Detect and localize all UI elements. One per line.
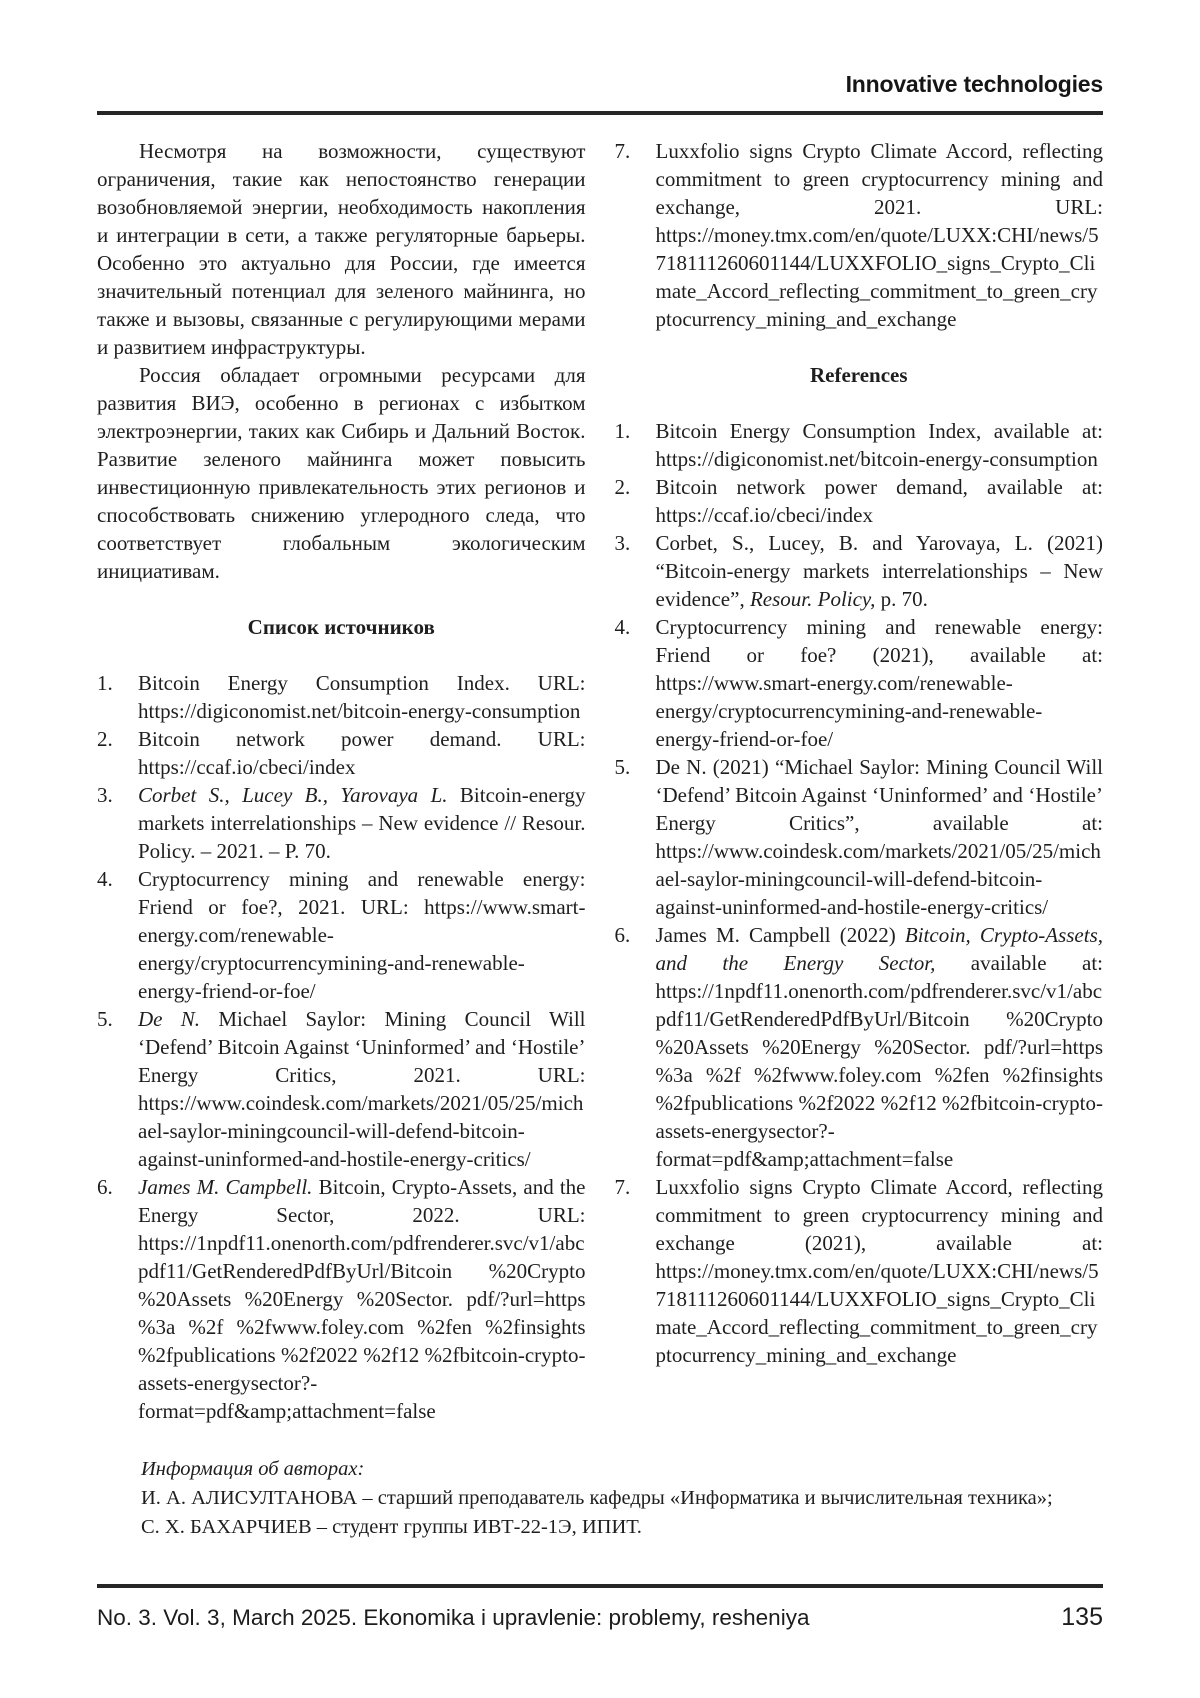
footer-rule [97, 1584, 1103, 1588]
reference-item [615, 613, 1104, 753]
reference-item [615, 137, 1104, 333]
reference-text: Bitcoin network power demand, available at: https://ccaf.io/cbeci/index [655, 475, 1103, 527]
reference-number: 3. [614, 531, 631, 555]
reference-number: 4. [614, 615, 631, 639]
reference-item [97, 1005, 586, 1173]
reference-number: 6. [614, 923, 631, 947]
page-header-title: Innovative technologies [845, 71, 1103, 97]
reference-number: 1. [614, 419, 631, 443]
reference-item [615, 529, 1104, 613]
english-references-heading: References [809, 363, 908, 387]
footer-journal-info: No. 3. Vol. 3, March 2025. Ekonomika i upravlenie: problemy, resheniya [97, 1605, 810, 1630]
reference-number: 7. [614, 139, 631, 163]
reference-number: 2. [97, 727, 113, 751]
body-paragraph: Россия обладает огромными ресурсами для развития ВИЭ, особенно в регионах с избытком электроэнергии, таких как Сибирь и Дальний Восток. Развитие зеленого майнинга может повысить инвестиционную привлекательность этих регионов и способствовать снижению углеродного следа, что соответствует глобальным экологическим инициативам. [97, 363, 586, 583]
reference-number: 4. [97, 867, 113, 891]
reference-text: Bitcoin Energy Consumption Index. URL: https://digiconomist.net/bitcoin-energy-consumption [138, 671, 586, 723]
reference-text: Luxxfolio signs Crypto Climate Accord, reflecting commitment to green cryptocurrency mining and exchange (2021), available at: https://money.tmx.com/en/quote/LUXX:CHI/news/5718111260601144/LUXXFOLIO_signs_Crypto_Climate_Accord_reflecting_commitment_to_green_cryptocurrency_mining_and_exchange [655, 1175, 1103, 1367]
reference-text: James M. Campbell. Bitcoin, Crypto-Assets, and the Energy Sector, 2022. URL: https://1npdf11.onenorth.com/pdfrenderer.svc/v1/abcpdf11/GetRenderedPdfByUrl/Bitcoin %20Crypto %20Assets %20Energy %20Sector. pdf/?url=https %3a %2f %2fwww.foley.com %2fen %2finsights %2fpublications %2f2022 %2f12 %2fbitcoin-crypto-assets-energysector?- format=pdf&amp;attachment=false [138, 1175, 586, 1423]
reference-text: Cryptocurrency mining and renewable energy: Friend or foe?, 2021. URL: https://www.smart-energy.com/renewable-energy/cryptocurrencymining-and-renewable-energy-friend-or-foe/ [138, 867, 586, 1003]
reference-number: 2. [614, 475, 631, 499]
reference-number: 1. [97, 671, 113, 695]
page-footer [97, 1571, 1103, 1632]
body-paragraph: Несмотря на возможности, существуют ограничения, такие как непостоянство генерации возобновляемой энергии, необходимость накопления и интеграции в сети, а также регуляторные барьеры. Особенно это актуально для России, где имеется значительный потенциал для зеленого майнинга, но также и вызовы, связанные с регулирующими мерами и развитием инфраструктуры. [97, 139, 586, 359]
reference-item [615, 1173, 1104, 1369]
reference-item [615, 417, 1104, 473]
reference-item [97, 865, 586, 1005]
reference-number: 5. [614, 755, 631, 779]
reference-item [97, 725, 586, 781]
reference-number: 7. [614, 1175, 631, 1199]
reference-text: Luxxfolio signs Crypto Climate Accord, reflecting commitment to green cryptocurrency mining and exchange, 2021. URL: https://money.tmx.com/en/quote/LUXX:CHI/news/5718111260601144/LUXXFOLIO_signs_Crypto_Climate_Accord_reflecting_commitment_to_green_cryptocurrency_mining_and_exchange [655, 139, 1103, 331]
reference-text: Corbet S., Lucey B., Yarovaya L. Bitcoin-energy markets interrelationships – New evidence // Resour. Policy. – 2021. – P. 70. [138, 783, 586, 863]
two-column-layout [97, 137, 1103, 1425]
russian-references-heading: Список источников [247, 615, 435, 639]
reference-number: 6. [97, 1175, 113, 1199]
reference-text: De N. (2021) “Michael Saylor: Mining Council Will ‘Defend’ Bitcoin Against ‘Uninformed’ and ‘Hostile’ Energy Critics”, available at: https://www.coindesk.com/markets/2021/05/25/michael-saylor-miningcouncil-will-defend-bitcoin-against-uninformed-and-hostile-energy-critics/ [655, 755, 1103, 919]
reference-text: Bitcoin network power demand. URL: https://ccaf.io/cbeci/index [138, 727, 586, 779]
reference-text: De N. Michael Saylor: Mining Council Will ‘Defend’ Bitcoin Against ‘Uninformed’ and ‘Hostile’ Energy Critics, 2021. URL: https://www.coindesk.com/markets/2021/05/25/michael-saylor-miningcouncil-will-defend-bitcoin-against-uninformed-and-hostile-energy-critics/ [138, 1007, 586, 1171]
reference-item [97, 669, 586, 725]
header-rule [97, 111, 1103, 115]
reference-text: Cryptocurrency mining and renewable energy: Friend or foe? (2021), available at: https://www.smart-energy.com/renewable-energy/cryptocurrencymining-and-renewable-energy-friend-or-foe/ [655, 615, 1103, 751]
russian-references-list [97, 669, 586, 1425]
reference-text: Bitcoin Energy Consumption Index, available at: https://digiconomist.net/bitcoin-energy-consumption [655, 419, 1103, 471]
reference-item [97, 781, 586, 865]
reference-text: Corbet, S., Lucey, B. and Yarovaya, L. (2021) “Bitcoin-energy markets interrelationships – New evidence”, Resour. Policy, p. 70. [655, 531, 1103, 611]
reference-text: James M. Campbell (2022) Bitcoin, Crypto-Assets, and the Energy Sector, available at: https://1npdf11.onenorth.com/pdfrenderer.svc/v1/abcpdf11/GetRenderedPdfByUrl/Bitcoin %20Crypto %20Assets %20Energy %20Sector. pdf/?url=https %3a %2f %2fwww.foley.com %2fen %2finsights %2fpublications %2f2022 %2f12 %2fbitcoin-crypto-assets-energysector?- format=pdf&amp;attachment=false [655, 923, 1104, 1171]
authors-info-heading: Информация об авторах: [141, 1458, 365, 1480]
author-line: С. Х. БАХАРЧИЕВ – студент группы ИВТ-22-1Э, ИПИТ. [141, 1516, 642, 1538]
reference-item [615, 753, 1104, 921]
english-references-list [615, 417, 1104, 1369]
reference-item [97, 1173, 586, 1425]
author-line: И. А. АЛИСУЛТАНОВА – старший преподаватель кафедры «Информатика и вычислительная техника»; [141, 1487, 1053, 1509]
reference-number: 3. [97, 783, 113, 807]
reference-item [615, 921, 1104, 1173]
reference-item [615, 473, 1104, 529]
footer-page-number: 135 [1061, 1603, 1103, 1631]
left-column [97, 137, 586, 1425]
reference-number: 5. [97, 1007, 113, 1031]
russian-references-continued [615, 137, 1104, 333]
right-column [615, 137, 1104, 1425]
authors-info [97, 1455, 1103, 1542]
page-header [97, 0, 1103, 115]
